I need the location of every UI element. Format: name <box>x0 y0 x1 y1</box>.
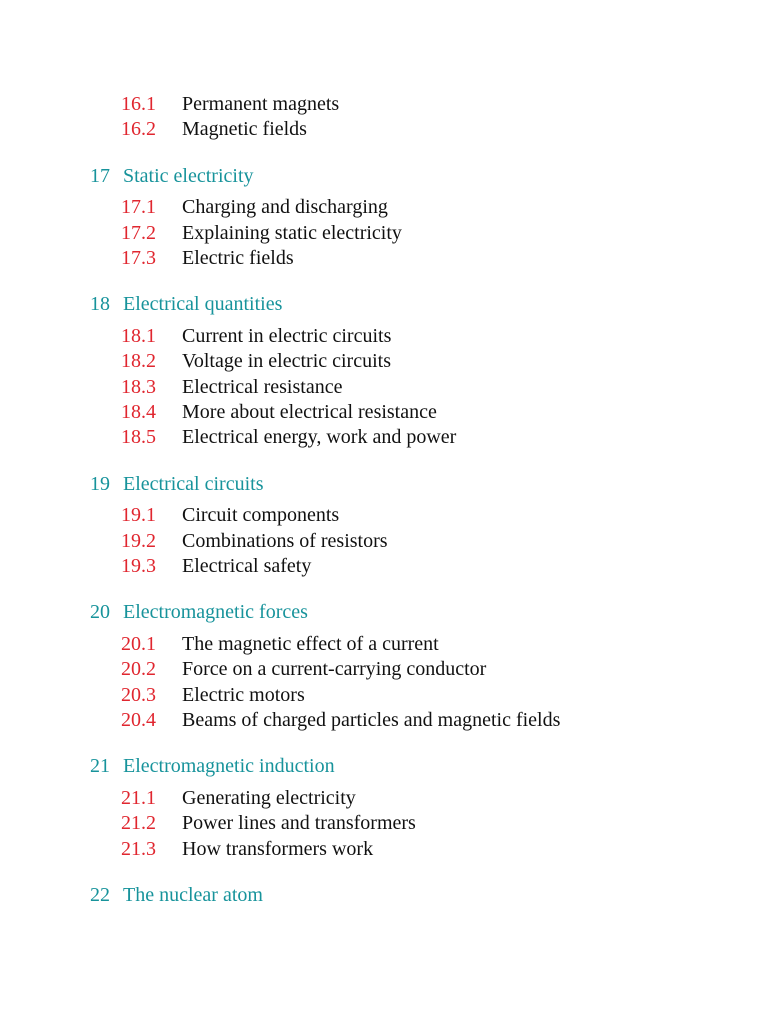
section-number: 19.2 <box>121 530 156 552</box>
section-number: 19.1 <box>121 504 156 526</box>
section-title: Electrical safety <box>182 555 312 577</box>
section-number: 17.2 <box>121 222 156 244</box>
chapter-number: 17 <box>90 165 110 187</box>
section-title: Magnetic fields <box>182 118 307 140</box>
section-number: 21.3 <box>121 838 156 860</box>
section-number: 16.2 <box>121 118 156 140</box>
section-title: Beams of charged particles and magnetic fields <box>182 709 561 731</box>
section-number: 18.3 <box>121 376 156 398</box>
section-title: Electric motors <box>182 684 305 706</box>
section-title: Power lines and transformers <box>182 812 416 834</box>
section-number: 17.3 <box>121 247 156 269</box>
chapter-number: 21 <box>90 755 110 777</box>
section-title: Electric fields <box>182 247 294 269</box>
section-title: How transformers work <box>182 838 374 860</box>
section-title: More about electrical resistance <box>182 401 437 423</box>
section-number: 20.3 <box>121 684 156 706</box>
section-number: 20.4 <box>121 709 156 731</box>
section-title: Electrical resistance <box>182 376 343 398</box>
section-number: 20.2 <box>121 658 156 680</box>
chapter-number: 19 <box>90 473 110 495</box>
section-title: Electrical energy, work and power <box>182 426 457 448</box>
section-title: Permanent magnets <box>182 93 340 115</box>
chapter-title: Electromagnetic forces <box>123 601 308 623</box>
section-title: Explaining static electricity <box>182 222 402 244</box>
section-title: The magnetic effect of a current <box>182 633 439 655</box>
section-title: Generating electricity <box>182 787 356 809</box>
section-title: Circuit components <box>182 504 340 526</box>
section-title: Voltage in electric circuits <box>182 350 391 372</box>
section-number: 21.1 <box>121 787 156 809</box>
chapter-title: Electrical circuits <box>123 473 264 495</box>
section-number: 18.4 <box>121 401 156 423</box>
section-number: 21.2 <box>121 812 156 834</box>
section-number: 18.5 <box>121 426 156 448</box>
section-number: 17.1 <box>121 196 156 218</box>
section-number: 18.1 <box>121 325 156 347</box>
chapter-number: 18 <box>90 293 110 315</box>
section-number: 16.1 <box>121 93 156 115</box>
section-title: Force on a current-carrying conductor <box>182 658 487 680</box>
section-number: 18.2 <box>121 350 156 372</box>
chapter-title: The nuclear atom <box>123 884 263 906</box>
chapter-title: Electromagnetic induction <box>123 755 335 777</box>
section-number: 19.3 <box>121 555 156 577</box>
section-number: 20.1 <box>121 633 156 655</box>
section-title: Current in electric circuits <box>182 325 392 347</box>
chapter-number: 20 <box>90 601 110 623</box>
chapter-number: 22 <box>90 884 110 906</box>
section-title: Combinations of resistors <box>182 530 388 552</box>
chapter-title: Static electricity <box>123 165 254 187</box>
chapter-title: Electrical quantities <box>123 293 283 315</box>
section-title: Charging and discharging <box>182 196 388 218</box>
